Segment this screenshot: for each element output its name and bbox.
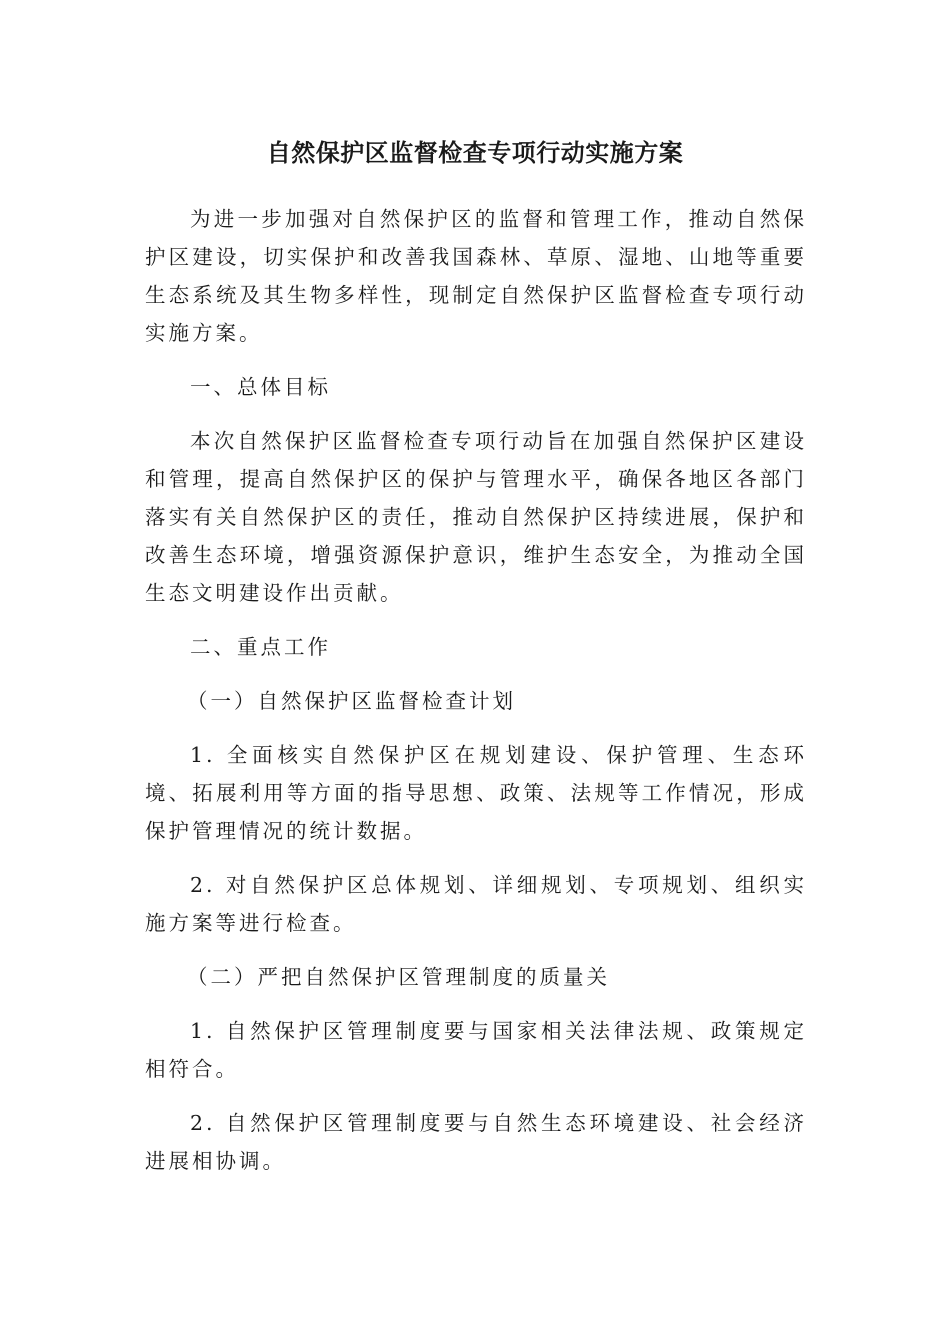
list-item: 1. 全面核实自然保护区在规划建设、保护管理、生态环境、拓展利用等方面的指导思想、政策、法规等工作情况，形成保护管理情况的统计数据。: [145, 743, 807, 843]
section-heading-goals: 一、总体目标: [190, 375, 331, 399]
list-item: 1. 自然保护区管理制度要与国家相关法律法规、政策规定相符合。: [145, 1019, 807, 1081]
document-title: 自然保护区监督检查专项行动实施方案: [266, 139, 684, 167]
intro-paragraph: 为进一步加强对自然保护区的监督和管理工作，推动自然保护区建设，切实保护和改善我国森林、草原、湿地、山地等重要生态系统及其生物多样性，现制定自然保护区监督检查专项行动实施方案。: [145, 207, 807, 345]
list-item: 2. 自然保护区管理制度要与自然生态环境建设、社会经济进展相协调。: [145, 1111, 807, 1173]
document-body: [145, 200, 807, 1196]
section-heading-key-work: 二、重点工作: [190, 635, 331, 659]
section-body-goals: 本次自然保护区监督检查专项行动旨在加强自然保护区建设和管理，提高自然保护区的保护与管理水平，确保各地区各部门落实有关自然保护区的责任，推动自然保护区持续进展，保护和改善生态环境，增强资源保护意识，维护生态安全，为推动全国生态文明建设作出贡献。: [145, 429, 807, 605]
list-item: 2. 对自然保护区总体规划、详细规划、专项规划、组织实施方案等进行检查。: [145, 873, 807, 935]
subsection-heading-inspection-plan: （一）自然保护区监督检查计划: [187, 689, 516, 713]
subsection-heading-quality-control: （二）严把自然保护区管理制度的质量关: [187, 965, 610, 989]
